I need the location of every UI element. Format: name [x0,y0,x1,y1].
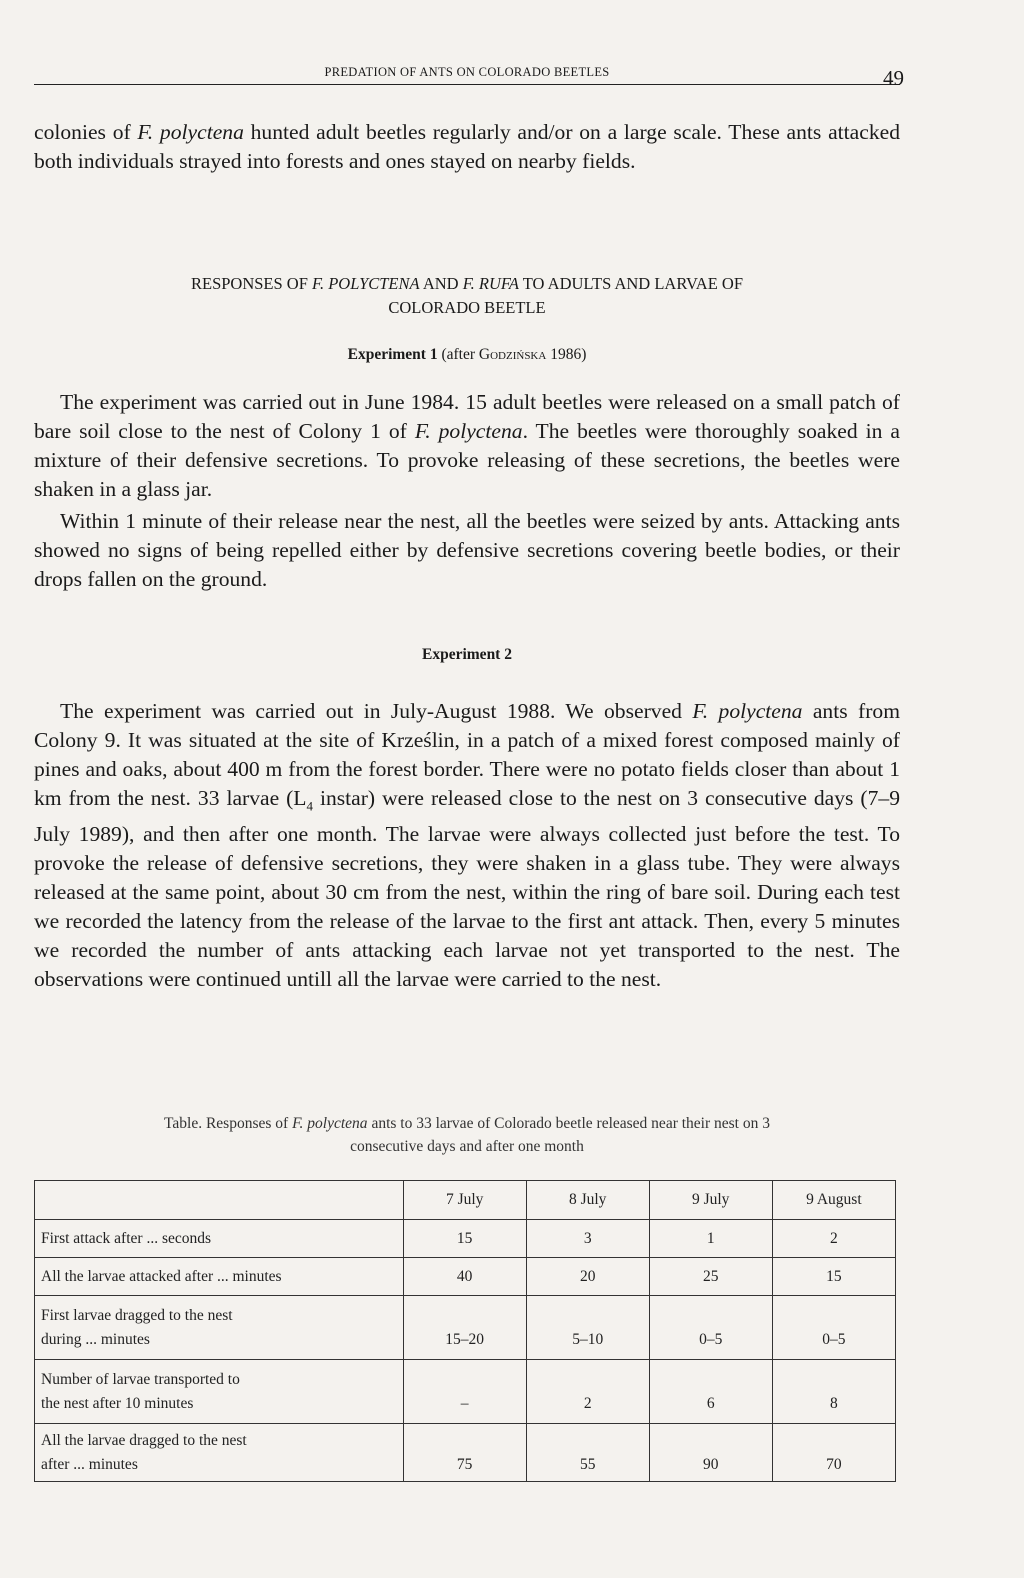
table-cell: 5–10 [526,1296,649,1360]
row-label: First attack after ... seconds [35,1220,404,1258]
experiment-1-paragraph-1: The experiment was carried out in June 1984. 15 adult beetles were released on a small patch of bare soil close to the nest of Colony 1 of F. polyctena. The beetles were thoroughly soaked in a mixture of their defensive secretions. To provoke releasing of these secretions, the beetles were shaken in a glass jar. [34,390,900,501]
table-cell: 8 [772,1360,895,1424]
table-row [35,1220,896,1258]
table-row [35,1424,896,1482]
section-heading-line2: COLORADO BEETLE [388,298,546,317]
data-table [34,1180,896,1482]
intro-species: F. polyctena [137,120,244,144]
table-cell: 0–5 [649,1296,772,1360]
experiment-2-paragraph: The experiment was carried out in July-August 1988. We observed F. polyctena ants from Colony 9. It was situated at the site of Krześlin, in a patch of a mixed forest composed mainly of pines and oaks, about 400 m from the forest border. There were no potato fields closer than about 1 km from the nest. 33 larvae ($L_4$ instar) were released close to the nest on 3 consecutive days (7–9 July 1989), and then after one month. The larvae were always collected just before the test. To provoke the release of defensive secretions, they were shaken in a glass tube. They were always released at the same point, about 30 cm from the nest, within the ring of bare soil. During each test we recorded the latency from the release of the larvae to the first ant attack. Then, every 5 minutes we recorded the number of ants attacking each larvae not yet transported to the nest. The observations were continued untill all the larvae were carried to the nest. [34,699,900,992]
table-row [35,1258,896,1296]
running-title: PREDATION OF ANTS ON COLORADO BEETLES [324,65,610,79]
experiment-2-heading: Experiment 2 [422,646,512,663]
table-header: 7 July [403,1181,526,1220]
table-header: 8 July [526,1181,649,1220]
experiment-1-author: Godzińska [478,346,547,363]
intro-text-2: hunted adult beetles regularly and/or on a large scale. These ants attacked both individuals strayed into forests and ones stayed on nearby fields. [34,120,900,173]
table-cell: 3 [526,1220,649,1258]
section-heading: RESPONSES OF F. POLYCTENA AND F. RUFA TO ADULTS AND LARVAE OF COLORADO BEETLE [190,274,744,317]
page [34,0,904,1578]
table-header: 9 July [649,1181,772,1220]
table-header: 9 August [772,1181,895,1220]
table-cell: 6 [649,1360,772,1424]
table-cell: 0–5 [772,1296,895,1360]
page-number: 49 [883,66,904,90]
table-cell: 25 [649,1258,772,1296]
table-cell: 55 [526,1424,649,1482]
row-label: All the larvae dragged to the nest after ... minutes [35,1424,404,1482]
experiment-1-heading: Experiment 1 (after Godzińska 1986) [347,346,587,363]
table-cell: 40 [403,1258,526,1296]
row-label: First larvae dragged to the nest during ... minutes [35,1296,404,1360]
running-head [34,62,904,90]
table-cell: – [403,1360,526,1424]
table-header-empty [35,1181,404,1220]
table-caption: Table. Responses of F. polyctena ants to 33 larvae of Colorado beetle released near their nest on 3 consecutive days and after one month [164,1115,770,1155]
table-cell: 15–20 [403,1296,526,1360]
row-label: Number of larvae transported to the nest after 10 minutes [35,1360,404,1424]
table-cell: 75 [403,1424,526,1482]
table-cell: 15 [403,1220,526,1258]
experiment-1-paragraph-2: Within 1 minute of their release near the nest, all the beetles were seized by ants. Attacking ants showed no signs of being repelled either by defensive secretions covering beetle bodies, or their drops fallen on the ground. [34,509,900,591]
table-cell: 70 [772,1424,895,1482]
table-cell: 2 [772,1220,895,1258]
table-cell: 20 [526,1258,649,1296]
table-cell: 90 [649,1424,772,1482]
table-cell: 1 [649,1220,772,1258]
row-label: All the larvae attacked after ... minutes [35,1258,404,1296]
table-cell: 2 [526,1360,649,1424]
intro-paragraph [34,118,900,176]
table-cell: 15 [772,1258,895,1296]
table-header-row [35,1181,896,1220]
intro-text-1: colonies of [34,120,138,144]
table-row [35,1296,896,1360]
table-row [35,1360,896,1424]
